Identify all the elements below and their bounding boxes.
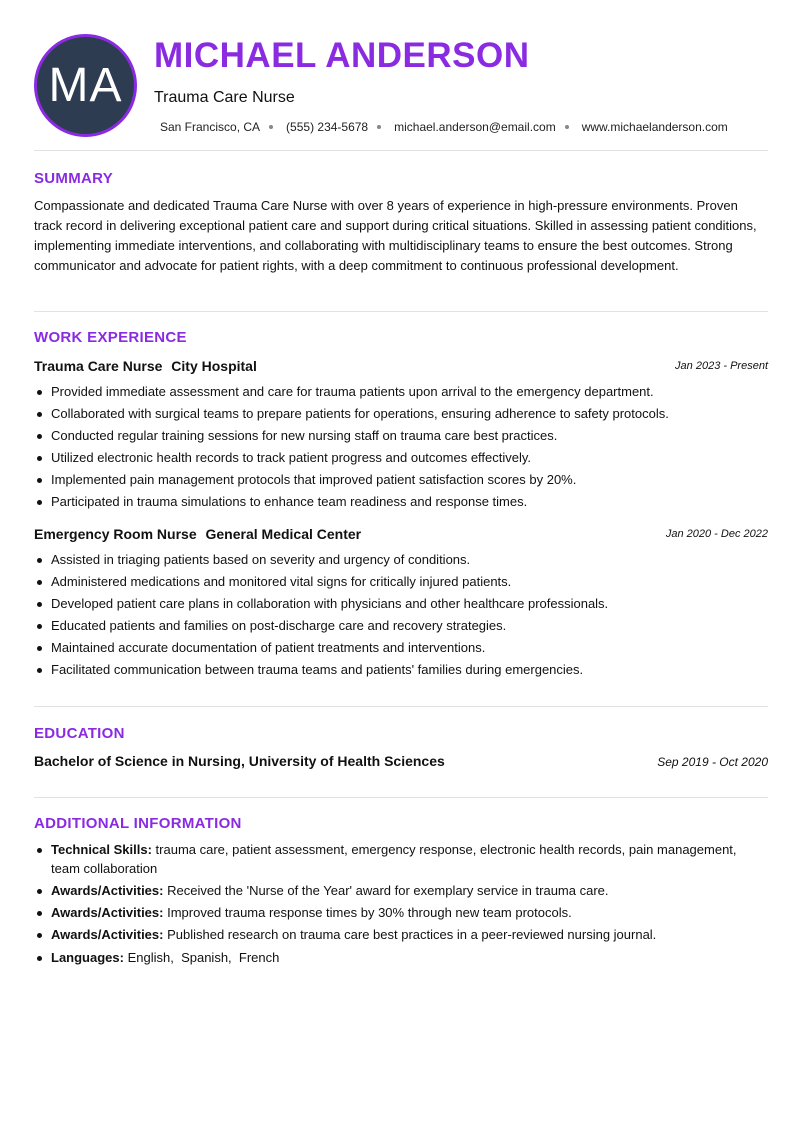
list-item — [34, 948, 768, 967]
info-text: trauma care, patient assessment, emergency response, electronic health records, pain management, team collaboration — [51, 842, 737, 876]
info-label: Awards/Activities: — [51, 905, 164, 920]
summary-heading: SUMMARY — [34, 170, 114, 187]
section-divider — [34, 311, 768, 312]
list-item: Assisted in triaging patients based on severity and urgency of conditions. — [34, 549, 768, 571]
candidate-name: MICHAEL ANDERSON — [154, 36, 530, 75]
list-item: Implemented pain management protocols that improved patient satisfaction scores by 20%. — [34, 469, 768, 491]
info-label: Technical Skills: — [51, 842, 152, 857]
additional-info-heading: ADDITIONAL INFORMATION — [34, 815, 242, 832]
list-item: Participated in trauma simulations to enhance team readiness and response times. — [34, 491, 768, 513]
work-experience-heading: WORK EXPERIENCE — [34, 329, 187, 346]
job-header — [34, 358, 768, 376]
separator-dot — [565, 125, 569, 129]
job-dates: Jan 2023 - Present — [675, 360, 768, 372]
list-item — [34, 903, 768, 922]
contact-website[interactable]: www.michaelanderson.com — [581, 120, 728, 134]
list-item — [34, 840, 768, 878]
contact-phone[interactable]: (555) 234-5678 — [286, 120, 369, 134]
education-degree: Bachelor of Science in Nursing, University of Health Sciences — [34, 753, 445, 769]
list-item: Maintained accurate documentation of patient treatments and interventions. — [34, 637, 768, 659]
list-item: Conducted regular training sessions for new nursing staff on trauma care best practices. — [34, 425, 768, 447]
info-text: Published research on trauma care best practices in a peer-reviewed nursing journal. — [167, 927, 657, 942]
job-header — [34, 526, 768, 544]
education-entry — [34, 753, 768, 773]
info-label: Languages: — [51, 950, 124, 965]
list-item — [34, 925, 768, 944]
info-text: English, Spanish, French — [127, 950, 280, 965]
additional-info-list — [34, 840, 768, 970]
job-role: Trauma Care Nurse — [34, 358, 163, 374]
section-divider — [34, 706, 768, 707]
list-item: Administered medications and monitored vital signs for critically injured patients. — [34, 571, 768, 593]
job-title: Trauma Care Nurse — [154, 89, 295, 106]
job-bullets — [34, 381, 768, 513]
separator-dot — [377, 125, 381, 129]
education-heading: EDUCATION — [34, 725, 125, 742]
list-item — [34, 881, 768, 900]
info-label: Awards/Activities: — [51, 883, 164, 898]
list-item: Collaborated with surgical teams to prepare patients for operations, ensuring adherence to safety protocols. — [34, 403, 768, 425]
contact-line — [160, 120, 728, 134]
avatar — [34, 34, 137, 137]
section-divider — [34, 797, 768, 798]
summary-text: Compassionate and dedicated Trauma Care Nurse with over 8 years of experience in high-pressure environments. Proven track record in delivering exceptional patient care and support during critical situations. Skilled in assessing patient conditions, implementing immediate interventions, and collaborating with multidisciplinary teams to ensure the best outcomes. Strong communicator and advocate for patient rights, with a deep commitment to continuous professional development. — [34, 198, 757, 273]
job-bullets — [34, 549, 768, 681]
job-company: City Hospital — [171, 358, 257, 374]
list-item: Facilitated communication between trauma teams and patients' families during emergencies. — [34, 659, 768, 681]
info-text: Improved trauma response times by 30% through new team protocols. — [167, 905, 572, 920]
info-text: Received the 'Nurse of the Year' award for exemplary service in trauma care. — [167, 883, 609, 898]
separator-dot — [269, 125, 273, 129]
contact-location: San Francisco, CA — [160, 120, 261, 134]
job-role: Emergency Room Nurse — [34, 526, 197, 542]
list-item: Provided immediate assessment and care for trauma patients upon arrival to the emergency department. — [34, 381, 768, 403]
job-dates: Jan 2020 - Dec 2022 — [665, 528, 768, 540]
job-company: General Medical Center — [205, 526, 362, 542]
list-item: Developed patient care plans in collaboration with physicians and other healthcare professionals. — [34, 593, 768, 615]
resume-header — [34, 34, 768, 138]
list-item: Utilized electronic health records to track patient progress and outcomes effectively. — [34, 447, 768, 469]
list-item: Educated patients and families on post-discharge care and recovery strategies. — [34, 615, 768, 637]
avatar-initials: MA — [48, 59, 123, 112]
contact-email[interactable]: michael.anderson@email.com — [394, 120, 556, 134]
section-divider — [34, 150, 768, 151]
education-dates: Sep 2019 - Oct 2020 — [657, 755, 768, 769]
info-label: Awards/Activities: — [51, 927, 164, 942]
